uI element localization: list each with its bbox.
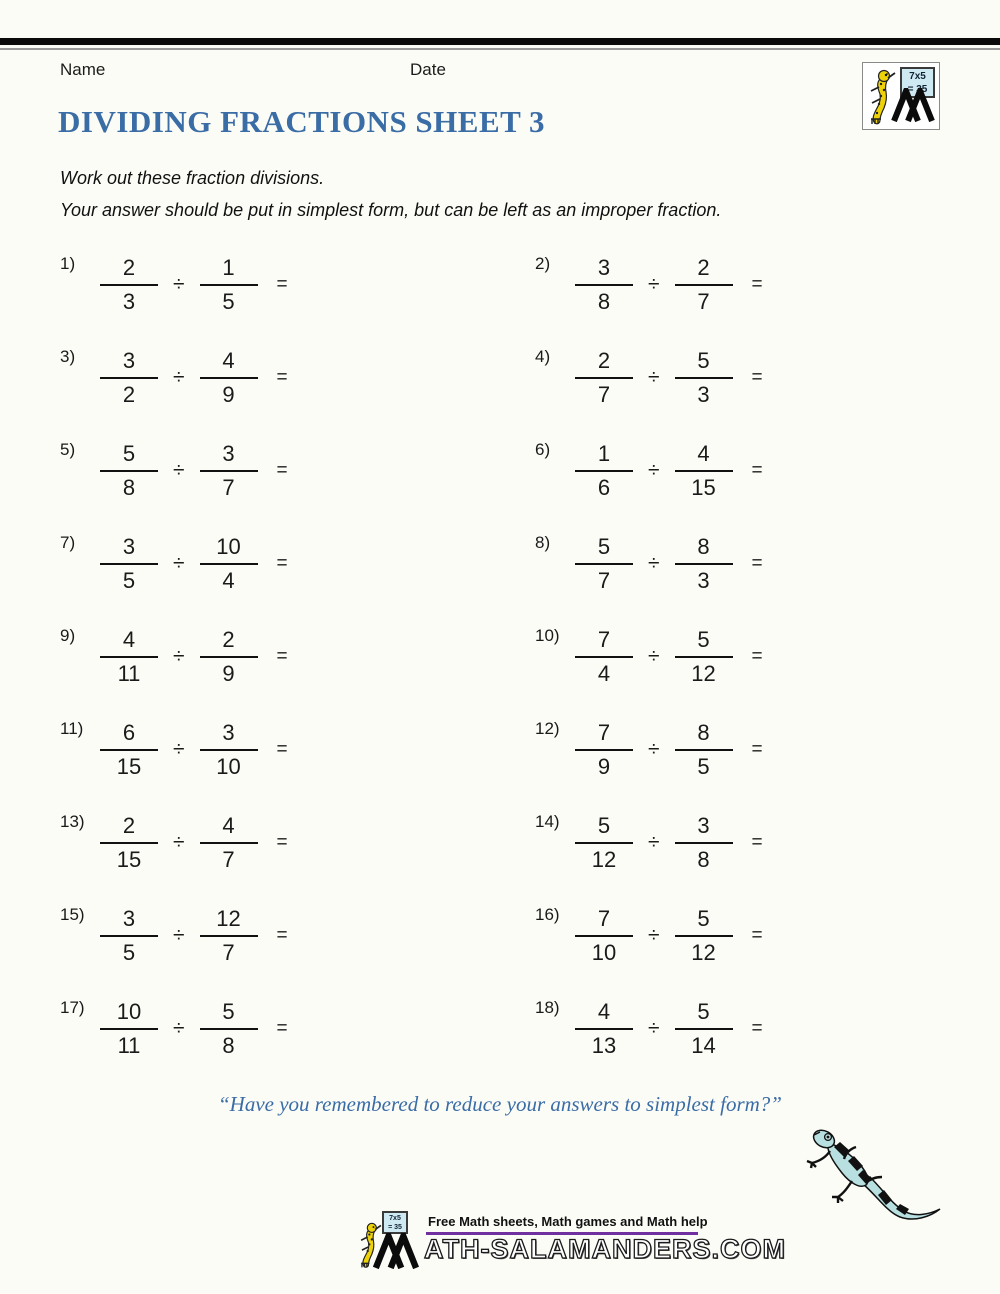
divide-operator: ÷ (648, 644, 660, 668)
equals-sign: = (276, 645, 288, 667)
problem-number: 1) (60, 254, 76, 273)
second-denominator: 5 (697, 753, 710, 779)
problem-row (535, 517, 960, 610)
problem-number: 4) (535, 347, 551, 366)
first-numerator: 1 (575, 441, 633, 472)
second-numerator: 5 (675, 348, 733, 379)
second-fraction (675, 813, 733, 873)
first-numerator: 4 (100, 627, 158, 658)
divide-operator: ÷ (648, 551, 660, 575)
second-denominator: 5 (222, 288, 235, 314)
problems-grid (60, 238, 960, 1075)
problem-number: 8) (535, 533, 551, 552)
first-fraction (100, 720, 158, 780)
problem-number: 5) (60, 440, 76, 459)
equals-sign: = (751, 366, 763, 388)
first-denominator: 3 (122, 288, 136, 314)
second-fraction (200, 534, 258, 594)
problem-row (60, 796, 535, 889)
second-numerator: 8 (675, 720, 733, 751)
equals-sign: = (276, 924, 288, 946)
first-numerator: 3 (575, 255, 633, 286)
first-fraction (575, 627, 633, 687)
problem-row (60, 982, 535, 1075)
first-fraction (100, 627, 158, 687)
instruction-line-2: Your answer should be put in simplest form, but can be left as an improper fraction. (60, 200, 722, 220)
divide-operator: ÷ (648, 272, 660, 296)
first-denominator: 12 (591, 846, 617, 872)
footer-site-name: ATH-SALAMANDERS.COM (424, 1234, 786, 1264)
first-numerator: 7 (575, 906, 633, 937)
first-fraction (100, 534, 158, 594)
second-denominator: 12 (691, 660, 716, 686)
second-denominator: 4 (222, 567, 235, 593)
problem-number: 12) (535, 719, 560, 738)
problem-row (60, 517, 535, 610)
first-denominator: 2 (122, 381, 136, 407)
footer-board-line1: 7x5 (389, 1215, 401, 1222)
first-numerator: 7 (575, 720, 633, 751)
second-denominator: 7 (222, 846, 235, 872)
divide-operator: ÷ (173, 923, 185, 947)
page-title: DIVIDING FRACTIONS SHEET 3 (58, 104, 546, 139)
equals-sign: = (276, 273, 288, 295)
footer-m-icon (372, 1233, 422, 1274)
first-fraction (100, 906, 158, 966)
equals-sign: = (751, 273, 763, 295)
divide-operator: ÷ (173, 1016, 185, 1040)
first-denominator: 7 (597, 567, 611, 593)
second-denominator: 14 (691, 1032, 716, 1058)
first-denominator: 15 (116, 846, 142, 872)
equals-sign: = (276, 738, 288, 760)
equals-sign: = (276, 831, 288, 853)
equals-sign: = (751, 738, 763, 760)
first-fraction (100, 255, 158, 315)
top-border-thin-line (0, 48, 1000, 50)
second-fraction (675, 255, 733, 315)
first-denominator: 10 (591, 939, 617, 965)
second-fraction (675, 534, 733, 594)
logo-board-line2: = 35 (907, 84, 928, 95)
first-fraction (575, 999, 633, 1059)
second-fraction (675, 906, 733, 966)
first-fraction (575, 906, 633, 966)
problem-number: 10) (535, 626, 560, 645)
equals-sign: = (276, 366, 288, 388)
first-numerator: 2 (100, 813, 158, 844)
first-denominator: 8 (597, 288, 611, 314)
first-denominator: 11 (117, 660, 141, 686)
first-numerator: 5 (100, 441, 158, 472)
second-fraction (200, 627, 258, 687)
first-denominator: 9 (597, 753, 611, 779)
first-numerator: 3 (100, 534, 158, 565)
divide-operator: ÷ (173, 458, 185, 482)
top-border-bar (0, 38, 1000, 45)
logo-board-line1: 7x5 (909, 71, 926, 82)
second-denominator: 8 (222, 1032, 235, 1058)
divide-operator: ÷ (173, 644, 185, 668)
first-denominator: 8 (122, 474, 136, 500)
footer-board-line2: = 35 (388, 1224, 402, 1231)
problem-row (60, 703, 535, 796)
second-denominator: 3 (697, 381, 710, 407)
divide-operator: ÷ (648, 830, 660, 854)
first-numerator: 4 (575, 999, 633, 1030)
second-numerator: 4 (200, 348, 258, 379)
second-numerator: 4 (200, 813, 258, 844)
first-fraction (575, 720, 633, 780)
divide-operator: ÷ (173, 830, 185, 854)
problem-number: 3) (60, 347, 76, 366)
reminder-quote: “Have you remembered to reduce your answers to simplest form?” (217, 1092, 782, 1116)
problem-number: 2) (535, 254, 551, 273)
problem-row (60, 331, 535, 424)
first-fraction (100, 813, 158, 873)
equals-sign: = (751, 459, 763, 481)
problem-row (60, 238, 535, 331)
first-numerator: 6 (100, 720, 158, 751)
first-fraction (575, 813, 633, 873)
first-denominator: 4 (597, 660, 611, 686)
divide-operator: ÷ (173, 551, 185, 575)
first-numerator: 2 (100, 255, 158, 286)
footer-whiteboard (382, 1211, 408, 1234)
second-denominator: 9 (222, 660, 235, 686)
second-denominator: 15 (691, 474, 716, 500)
first-numerator: 10 (100, 999, 158, 1030)
divide-operator: ÷ (173, 365, 185, 389)
date-label: Date (410, 60, 446, 79)
math-salamanders-logo (862, 62, 940, 130)
first-denominator: 15 (116, 753, 142, 779)
second-numerator: 3 (675, 813, 733, 844)
first-denominator: 13 (591, 1032, 617, 1058)
second-fraction (200, 441, 258, 501)
second-numerator: 10 (200, 534, 258, 565)
divide-operator: ÷ (173, 272, 185, 296)
first-fraction (575, 348, 633, 408)
second-denominator: 8 (697, 846, 710, 872)
equals-sign: = (276, 459, 288, 481)
second-fraction (200, 255, 258, 315)
second-fraction (675, 441, 733, 501)
second-fraction (200, 348, 258, 408)
second-numerator: 8 (675, 534, 733, 565)
first-fraction (575, 534, 633, 594)
first-denominator: 7 (597, 381, 611, 407)
first-numerator: 2 (575, 348, 633, 379)
problem-number: 9) (60, 626, 76, 645)
problem-number: 11) (60, 719, 84, 738)
first-denominator: 11 (117, 1032, 141, 1058)
second-fraction (200, 720, 258, 780)
first-denominator: 6 (597, 474, 611, 500)
second-numerator: 5 (200, 999, 258, 1030)
first-fraction (575, 441, 633, 501)
second-denominator: 9 (222, 381, 235, 407)
problem-number: 7) (60, 533, 76, 552)
second-numerator: 2 (200, 627, 258, 658)
problem-row (535, 982, 960, 1075)
second-fraction (675, 348, 733, 408)
problem-row (535, 796, 960, 889)
problem-row (535, 610, 960, 703)
divide-operator: ÷ (648, 365, 660, 389)
first-numerator: 5 (575, 813, 633, 844)
second-fraction (200, 999, 258, 1059)
name-label: Name (60, 60, 106, 79)
gecko-illustration-icon (800, 1125, 945, 1230)
problem-row (535, 889, 960, 982)
problem-number: 16) (535, 905, 560, 924)
second-numerator: 1 (200, 255, 258, 286)
first-fraction (100, 999, 158, 1059)
second-denominator: 7 (697, 288, 710, 314)
divide-operator: ÷ (648, 1016, 660, 1040)
first-denominator: 5 (122, 567, 136, 593)
second-numerator: 3 (200, 441, 258, 472)
second-fraction (675, 720, 733, 780)
equals-sign: = (751, 645, 763, 667)
first-fraction (100, 441, 158, 501)
problem-number: 6) (535, 440, 551, 459)
second-fraction (675, 627, 733, 687)
divide-operator: ÷ (648, 737, 660, 761)
first-numerator: 3 (100, 348, 158, 379)
second-numerator: 5 (675, 906, 733, 937)
second-numerator: 2 (675, 255, 733, 286)
problem-row (60, 889, 535, 982)
second-denominator: 10 (216, 753, 241, 779)
second-numerator: 12 (200, 906, 258, 937)
problem-number: 18) (535, 998, 560, 1017)
second-numerator: 3 (200, 720, 258, 751)
second-denominator: 3 (697, 567, 710, 593)
second-numerator: 5 (675, 627, 733, 658)
instruction-line-1: Work out these fraction divisions. (60, 168, 325, 188)
first-fraction (100, 348, 158, 408)
equals-sign: = (751, 1017, 763, 1039)
problem-row (535, 424, 960, 517)
first-fraction (575, 255, 633, 315)
second-denominator: 7 (222, 474, 235, 500)
first-numerator: 3 (100, 906, 158, 937)
problem-number: 17) (60, 998, 85, 1017)
second-denominator: 7 (222, 939, 235, 965)
first-numerator: 7 (575, 627, 633, 658)
equals-sign: = (276, 552, 288, 574)
second-denominator: 12 (691, 939, 716, 965)
equals-sign: = (751, 831, 763, 853)
second-fraction (675, 999, 733, 1059)
problem-row (535, 238, 960, 331)
problem-row (60, 424, 535, 517)
problem-number: 14) (535, 812, 560, 831)
equals-sign: = (751, 924, 763, 946)
second-fraction (200, 906, 258, 966)
problem-number: 15) (60, 905, 85, 924)
problem-row (60, 610, 535, 703)
second-numerator: 4 (675, 441, 733, 472)
logo-m-icon (891, 88, 937, 127)
second-numerator: 5 (675, 999, 733, 1030)
first-denominator: 5 (122, 939, 136, 965)
equals-sign: = (276, 1017, 288, 1039)
first-numerator: 5 (575, 534, 633, 565)
divide-operator: ÷ (648, 458, 660, 482)
problem-number: 13) (60, 812, 85, 831)
divide-operator: ÷ (648, 923, 660, 947)
second-fraction (200, 813, 258, 873)
problem-row (535, 331, 960, 424)
problem-row (535, 703, 960, 796)
divide-operator: ÷ (173, 737, 185, 761)
equals-sign: = (751, 552, 763, 574)
footer-tagline: Free Math sheets, Math games and Math help (428, 1214, 708, 1229)
